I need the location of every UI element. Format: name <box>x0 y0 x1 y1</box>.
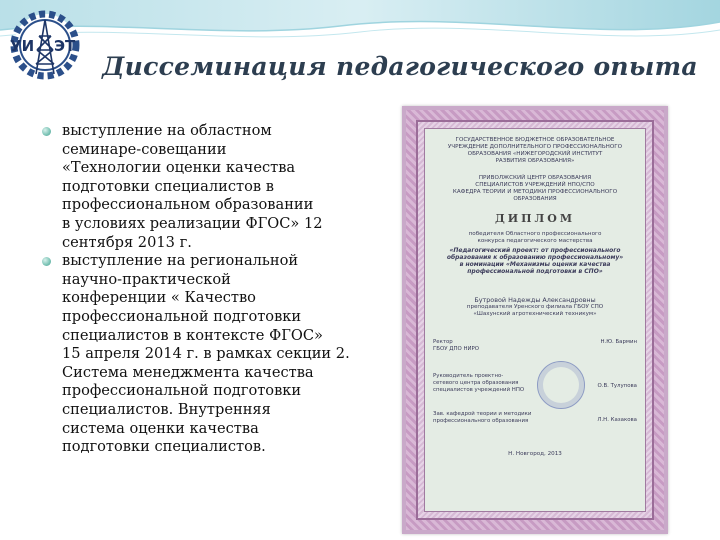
bullet-line: специалистов. Внутренняя <box>62 400 271 418</box>
list-item <box>40 122 365 252</box>
signature-row <box>433 411 637 425</box>
slide-title: Диссеминация педагогического опыта <box>102 52 698 81</box>
diploma-nomination-line: профессиональной подготовки в СПО» <box>467 268 603 275</box>
header-wave-decoration <box>0 0 720 60</box>
logo-text-right: ЭТ <box>54 37 76 55</box>
bullet-line: «Технологии оценки качества <box>62 159 296 177</box>
bullet-line: семинаре-совещании <box>62 140 227 158</box>
bullet-line: профессиональной подготовки <box>62 307 302 325</box>
bullet-list <box>40 122 365 457</box>
diploma-nomination-line: «Педагогический проект: от профессионального <box>449 247 621 254</box>
diploma-header-line: ГОСУДАРСТВЕННОЕ БЮДЖЕТНОЕ ОБРАЗОВАТЕЛЬНОЕ <box>455 137 615 143</box>
college-logo <box>6 6 84 84</box>
diploma-subheader-line: ПРИВОЛЖСКИЙ ЦЕНТР ОБРАЗОВАНИЯ <box>478 175 592 181</box>
signature-role: Зав. кафедрой теории и методики профессионального образования <box>433 411 532 424</box>
diploma-subheader-line: КАФЕДРА ТЕОРИИ И МЕТОДИКИ ПРОФЕССИОНАЛЬНОГО <box>452 189 618 195</box>
bullet-line: подготовки специалистов в <box>62 177 274 195</box>
signature-name: Л.Н. Казакова <box>597 417 637 423</box>
list-item <box>40 252 365 457</box>
diploma-body <box>424 128 646 512</box>
signature-row <box>433 339 637 353</box>
bullet-line: профессиональном образовании <box>62 196 314 214</box>
diploma-header <box>425 137 645 165</box>
diploma-subheader-line: СПЕЦИАЛИСТОВ УЧРЕЖДЕНИЙ НПО/СПО <box>475 182 595 188</box>
bullet-line: сентября 2013 г. <box>62 233 192 251</box>
diploma-subheader-line: ОБРАЗОВАНИЯ <box>513 196 557 202</box>
diploma-person-line: «Шахунский агротехнический техникум» <box>473 311 597 317</box>
diploma-header-line: РАЗВИТИЯ ОБРАЗОВАНИЯ» <box>495 158 575 164</box>
bullet-line: 15 апреля 2014 г. в рамках секции 2. <box>62 345 350 363</box>
diploma-nomination-line: в номинации «Механизмы оценки качества <box>459 261 611 268</box>
bullet-line: конференции « Качество <box>62 289 256 307</box>
diploma-nomination-line: образования к образованию профессиональному» <box>446 254 624 261</box>
signature-name: О.В. Тулупова <box>597 383 637 389</box>
diploma-nomination <box>425 247 645 275</box>
bullet-line: выступление на региональной <box>62 252 299 270</box>
logo-text-left: УИ <box>10 37 35 55</box>
bullet-line: подготовки специалистов. <box>62 438 266 456</box>
diploma-title: ДИПЛОМ <box>494 212 576 225</box>
diploma-header-line: ОБРАЗОВАНИЯ «НИЖЕГОРОДСКИЙ ИНСТИТУТ <box>467 151 603 157</box>
bullet-icon <box>42 257 51 266</box>
bullet-line: научно-практической <box>62 270 231 288</box>
diploma-header-line: УЧРЕЖДЕНИЕ ДОПОЛНИТЕЛЬНОГО ПРОФЕССИОНАЛЬНОГО <box>447 144 623 150</box>
diploma-winner-line: конкурса педагогического мастерства <box>477 238 593 244</box>
diploma-image <box>402 106 668 534</box>
diploma-subheader <box>425 175 645 203</box>
diploma-winner <box>425 231 645 245</box>
diploma-person-line: Бутровой Надежды Александровны <box>474 296 596 304</box>
signature-row <box>433 373 637 393</box>
bullet-line: Система менеджмента качества <box>62 363 314 381</box>
bullet-line: система оценки качества <box>62 419 259 437</box>
signature-name: Н.Ю. Бармин <box>600 339 637 345</box>
bullet-line: профессиональной подготовки <box>62 382 302 400</box>
bullet-icon <box>42 127 51 136</box>
bullet-line: в условиях реализации ФГОС» 12 <box>62 214 323 232</box>
diploma-city-year: Н. Новгород, 2013 <box>508 451 562 457</box>
bullet-line: специалистов в контексте ФГОС» <box>62 326 323 344</box>
signature-role: Ректор ГБОУ ДПО НИРО <box>433 339 480 352</box>
bullet-line: выступление на областном <box>62 122 272 139</box>
diploma-winner-line: победителя Областного профессионального <box>468 231 602 237</box>
diploma-person <box>425 297 645 318</box>
diploma-person-line: преподавателя Уренского филиала ГБОУ СПО <box>466 304 604 310</box>
signature-role: Руководитель проектно- сетевого центра образования специалистов учреждений НПО <box>433 373 525 393</box>
